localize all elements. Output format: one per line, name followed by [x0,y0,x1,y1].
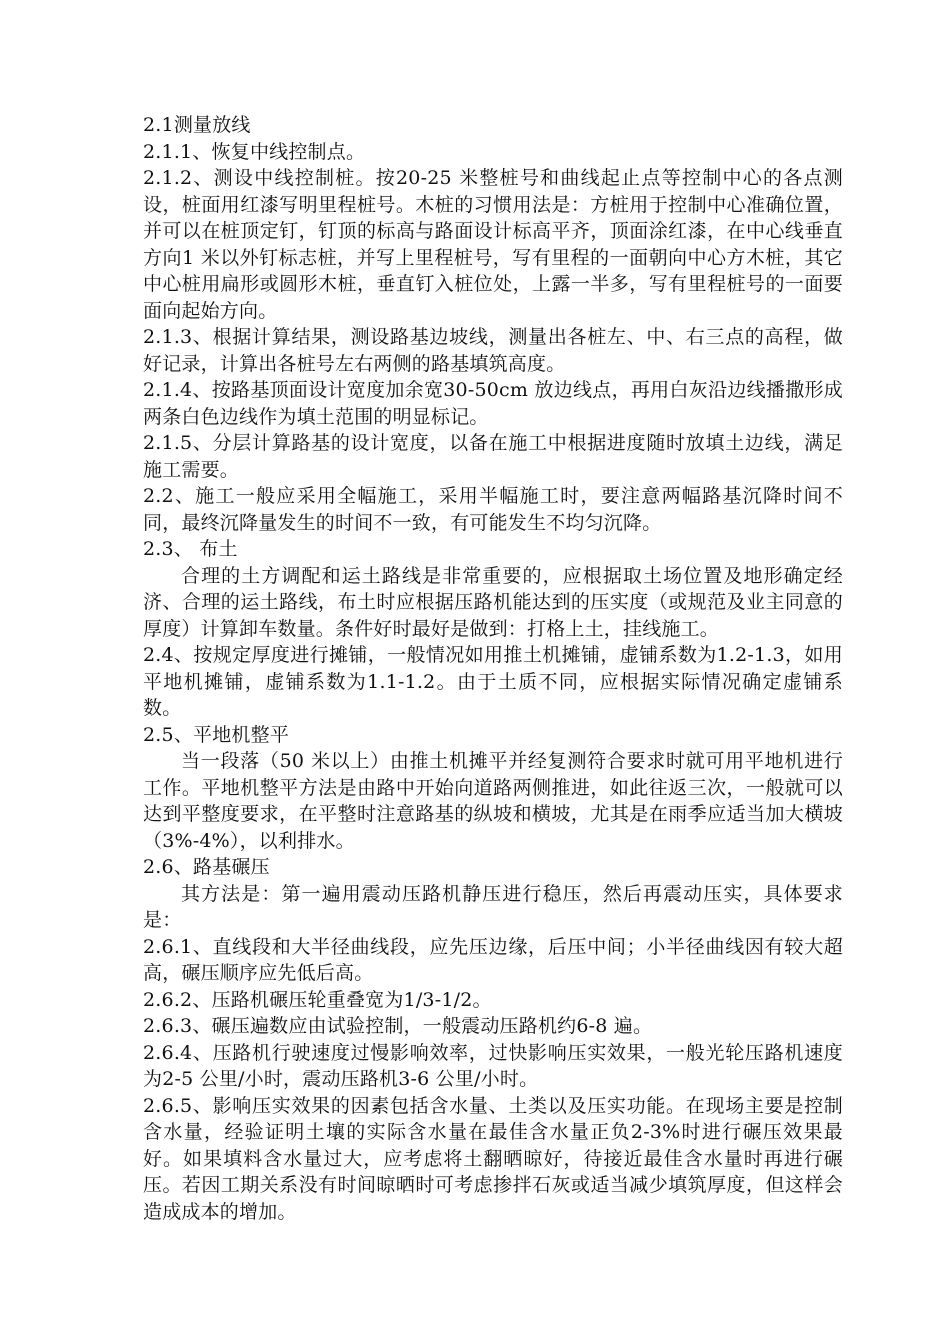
item-2-6-3: 2.6.3、碾压遍数应由试验控制，一般震动压路机约6-8 遍。 [143,1015,653,1037]
heading-2-6: 2.6、路基碾压 [143,856,270,878]
paragraph-2-6-body: 其方法是：第一遍用震动压路机静压进行稳压，然后再震动压实，具体要求是： [143,882,843,931]
item-2-1-1: 2.1.1、恢复中线控制点。 [143,140,366,163]
item-2-6-1: 2.6.1、直线段和大半径曲线段，应先压边缘，后压中间；小半径曲线因有较大超高，碾压顺序应先低后高。 [143,935,843,984]
item-2-4: 2.4、按规定厚度进行摊铺，一般情况如用推土机摊铺，虚铺系数为1.2-1.3，如用平地机摊铺，虚铺系数为1.1-1.2。由于土质不同，应根据实际情况确定虚铺系数。 [143,644,843,719]
item-2-6-4: 2.6.4、压路机行驶速度过慢影响效率，过快影响压实效果，一般光轮压路机速度为2-5 公里/小时，震动压路机3-6 公里/小时。 [143,1041,843,1090]
paragraph-2-5-body: 当一段落（50 米以上）由推土机摊平并经复测符合要求时就可用平地机进行工作。平地机整平方法是由路中开始向道路两侧推进，如此往返三次，一般就可以达到平整度要求，在平整时注意路基的纵坡和横坡，尤其是在雨季应适当加大横坡（3%-4%），以利排水。 [143,750,843,852]
heading-2-3: 2.3、 布土 [143,538,238,560]
paragraph-2-3-body: 合理的土方调配和运土路线是非常重要的，应根据取土场位置及地形确定经济、合理的运土路线，布土时应根据压路机能达到的压实度（或规范及业主同意的厚度）计算卸车数量。条件好时最好是做到：打格上土，挂线施工。 [143,564,843,640]
document-body [143,112,843,1225]
item-2-6-2: 2.6.2、压路机碾压轮重叠宽为1/3-1/2。 [143,988,492,1011]
item-2-1-4: 2.1.4、按路基顶面设计宽度加余宽30-50cm 放边线点，再用白灰沿边线播撒形成两条白色边线作为填土范围的明显标记。 [143,379,843,428]
item-2-1-2: 2.1.2、测设中线控制桩。按20-25 米整桩号和曲线起止点等控制中心的各点测设，桩面用红漆写明里程桩号。木桩的习惯用法是：方桩用于控制中心准确位置，并可以在桩顶定钉，钉顶的标高与路面设计标高平齐，顶面涂红漆，在中心线垂直方向1 米以外钉标志桩，并写上里程桩号，写有里程的一面朝向中心方木桩，其它中心桩用扁形或圆形木桩，垂直钉入桩位处，上露一半多，写有里程桩号的一面要面向起始方向。 [143,167,843,322]
heading-2-1: 2.1测量放线 [143,114,251,136]
item-2-1-3: 2.1.3、根据计算结果，测设路基边坡线，测量出各桩左、中、右三点的高程，做好记录，计算出各桩号左右两侧的路基填筑高度。 [143,326,843,375]
heading-2-5: 2.5、平地机整平 [143,723,290,746]
item-2-2: 2.2、施工一般应采用全幅施工，采用半幅施工时，要注意两幅路基沉降时间不同，最终沉降量发生的时间不一致，有可能发生不均匀沉降。 [143,485,843,534]
item-2-1-5: 2.1.5、分层计算路基的设计宽度，以备在施工中根据进度随时放填土边线，满足施工需要。 [143,432,843,481]
item-2-6-5: 2.6.5、影响压实效果的因素包括含水量、土类以及压实功能。在现场主要是控制含水量，经验证明土壤的实际含水量在最佳含水量正负2-3%时进行碾压效果最好。如果填料含水量过大，应考虑将土翻晒晾好，待接近最佳含水量时再进行碾压。若因工期关系没有时间晾晒时可考虑掺拌石灰或适当减少填筑厚度，但这样会造成成本的增加。 [143,1094,843,1223]
